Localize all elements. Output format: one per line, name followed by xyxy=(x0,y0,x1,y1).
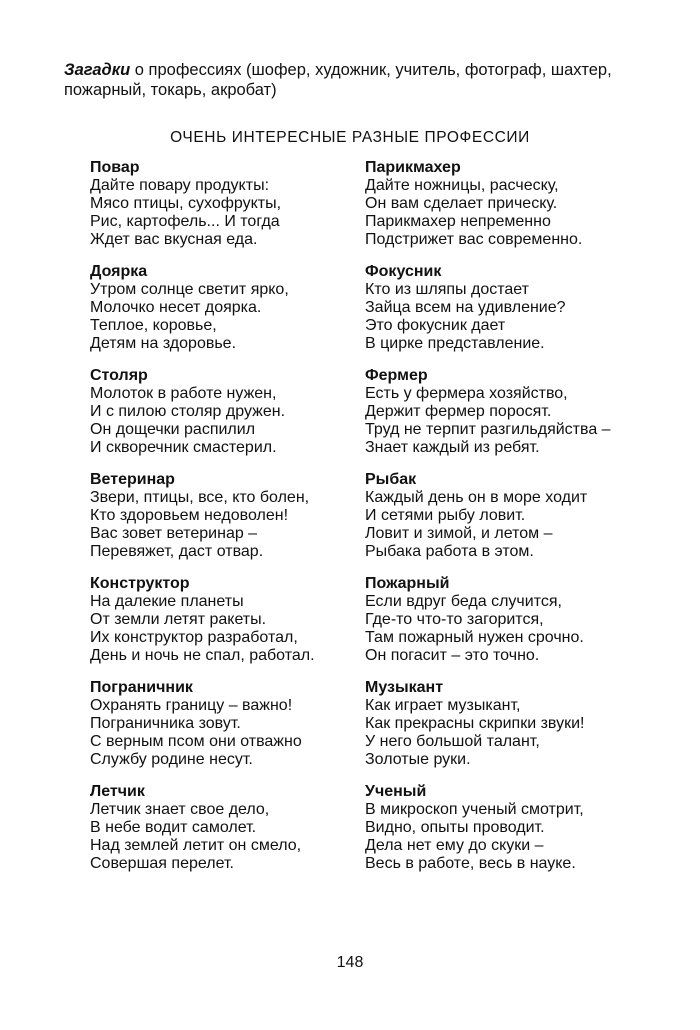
poem-line: Он дощечки распилил xyxy=(90,421,256,438)
poem-line: Охранять границу – важно! xyxy=(90,697,293,714)
poem-line: Есть у фермера хозяйство, xyxy=(365,385,568,402)
poem-line: С верным псом они отважно xyxy=(90,733,302,750)
poem-title: Столяр xyxy=(90,367,148,384)
left-column xyxy=(90,159,380,887)
intro-lead: Загадки xyxy=(64,61,131,79)
poem-title: Парикмахер xyxy=(365,159,461,176)
poem-line: Если вдруг беда случится, xyxy=(365,593,562,610)
poem xyxy=(90,159,380,263)
poem-line: Как играет музыкант, xyxy=(365,697,521,714)
poem-line: Утром солнце светит ярко, xyxy=(90,281,289,298)
poem-line: Над землей летит он смело, xyxy=(90,837,302,854)
poem-title: Музыкант xyxy=(365,679,444,696)
poem-title: Пожарный xyxy=(365,575,450,592)
intro-paragraph xyxy=(64,60,654,100)
page-number: 148 xyxy=(336,954,364,971)
poem-line: Кто здоровьем недоволен! xyxy=(90,507,289,524)
poem xyxy=(365,679,655,783)
poem-line: Рис, картофель... И тогда xyxy=(90,213,280,230)
poem xyxy=(365,367,655,471)
poem-line: Кто из шляпы достает xyxy=(365,281,529,298)
poem-title: Пограничник xyxy=(90,679,193,696)
poem-line: И сетями рыбу ловит. xyxy=(365,507,526,524)
poem-line: И скворечник смастерил. xyxy=(90,439,277,456)
poem xyxy=(365,783,655,887)
poem-line: Где-то что-то загорится, xyxy=(365,611,544,628)
poem-line: Он вам сделает прическу. xyxy=(365,195,558,212)
poem-line: Совершая перелет. xyxy=(90,855,234,872)
poem-line: Ждет вас вкусная еда. xyxy=(90,231,258,248)
poem xyxy=(90,575,380,679)
poem-line: Дайте ножницы, расческу, xyxy=(365,177,559,194)
poem-title: Конструктор xyxy=(90,575,190,592)
poem-line: Дела нет ему до скуки – xyxy=(365,837,544,854)
poem-title: Ученый xyxy=(365,783,427,800)
poem-title: Фокусник xyxy=(365,263,442,280)
poem-line: Это фокусник дает xyxy=(365,317,506,334)
poem-line: Рыбака работа в этом. xyxy=(365,543,534,560)
poem-line: Службу родине несут. xyxy=(90,751,253,768)
poem xyxy=(365,575,655,679)
poem-line: Золотые руки. xyxy=(365,751,471,768)
poem xyxy=(90,263,380,367)
poem-line: Как прекрасны скрипки звуки! xyxy=(365,715,585,732)
poem xyxy=(365,471,655,575)
poem-line: Знает каждый из ребят. xyxy=(365,439,540,456)
intro-text: о профессиях (шофер, художник, учитель, фотограф, шахтер, пожарный, токарь, акробат) xyxy=(64,61,612,99)
poem-line: Труд не терпит разгильдяйства – xyxy=(365,421,611,438)
poem-line: Там пожарный нужен срочно. xyxy=(365,629,584,646)
poem-line: От земли летят ракеты. xyxy=(90,611,267,628)
right-column xyxy=(365,159,655,887)
poem-line: Звери, птицы, все, кто болен, xyxy=(90,489,310,506)
poem-line: Парикмахер непременно xyxy=(365,213,551,230)
poem xyxy=(365,159,655,263)
poem-line: Летчик знает свое дело, xyxy=(90,801,270,818)
poem xyxy=(90,679,380,783)
poem xyxy=(90,367,380,471)
poem xyxy=(365,263,655,367)
poem-line: День и ночь не спал, работал. xyxy=(90,647,315,664)
poem-line: Подстрижет вас современно. xyxy=(365,231,583,248)
poem-line: Зайца всем на удивление? xyxy=(365,299,566,316)
poem-line: Мясо птицы, сухофрукты, xyxy=(90,195,282,212)
poem-line: Молоток в работе нужен, xyxy=(90,385,277,402)
poem-line: Ловит и зимой, и летом – xyxy=(365,525,553,542)
section-heading: ОЧЕНЬ ИНТЕРЕСНЫЕ РАЗНЫЕ ПРОФЕССИИ xyxy=(170,129,530,146)
poem xyxy=(90,783,380,887)
poem-line: Детям на здоровье. xyxy=(90,335,237,352)
poem-title: Доярка xyxy=(90,263,148,280)
poem-line: И с пилою столяр дружен. xyxy=(90,403,286,420)
poem-title: Повар xyxy=(90,159,140,176)
poem-line: Видно, опыты проводит. xyxy=(365,819,545,836)
poem-line: В небе водит самолет. xyxy=(90,819,257,836)
poem-line: Их конструктор разработал, xyxy=(90,629,298,646)
poem-line: Вас зовет ветеринар – xyxy=(90,525,258,542)
poem-line: Он погасит – это точно. xyxy=(365,647,540,664)
poem-line: Держит фермер поросят. xyxy=(365,403,552,420)
poem-line: Каждый день он в море ходит xyxy=(365,489,588,506)
poem-line: Теплое, коровье, xyxy=(90,317,217,334)
poem xyxy=(90,471,380,575)
poem-line: Перевяжет, даст отвар. xyxy=(90,543,264,560)
poem-title: Рыбак xyxy=(365,471,417,488)
poem-line: На далекие планеты xyxy=(90,593,244,610)
poem-line: В микроскоп ученый смотрит, xyxy=(365,801,584,818)
poem-title: Летчик xyxy=(90,783,145,800)
poem-line: Дайте повару продукты: xyxy=(90,177,270,194)
poem-title: Ветеринар xyxy=(90,471,175,488)
poem-line: У него большой талант, xyxy=(365,733,540,750)
poem-line: Молочко несет доярка. xyxy=(90,299,262,316)
poem-line: Пограничника зовут. xyxy=(90,715,241,732)
poem-title: Фермер xyxy=(365,367,428,384)
poem-line: В цирке представление. xyxy=(365,335,545,352)
poem-line: Весь в работе, весь в науке. xyxy=(365,855,576,872)
